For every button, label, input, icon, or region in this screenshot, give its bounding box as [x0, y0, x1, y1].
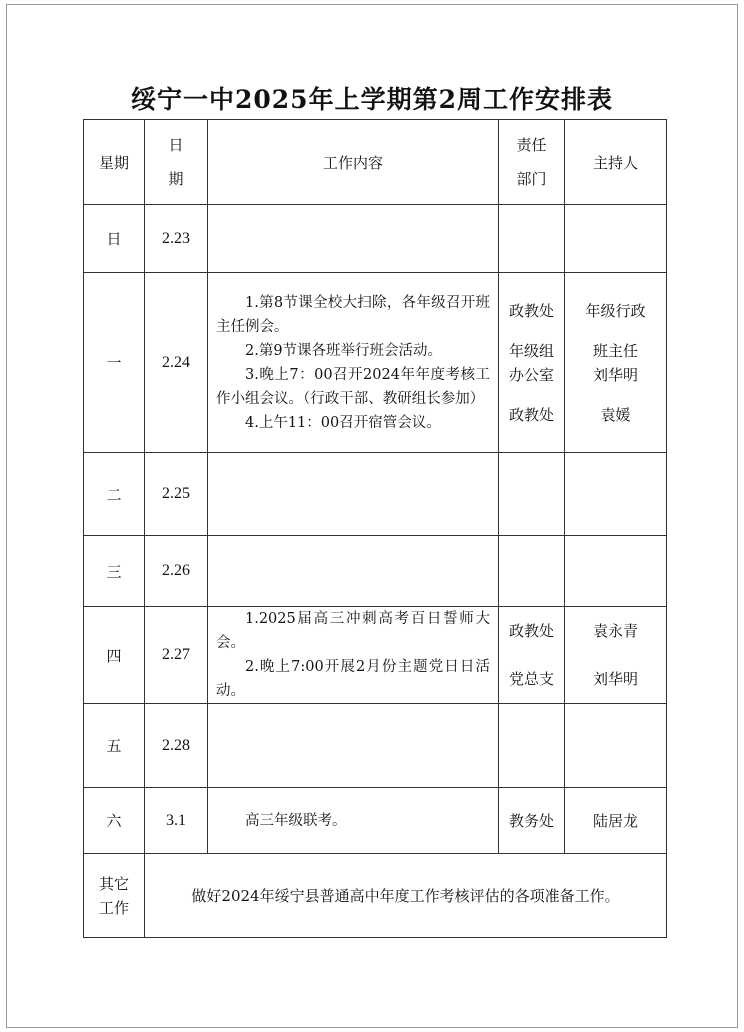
host-cell — [565, 536, 667, 607]
content-item: 1.第8节课全校大扫除，各年级召开班主任例会。 — [216, 294, 490, 335]
content-cell — [208, 453, 499, 536]
date-cell: 2.26 — [145, 536, 208, 607]
content-item: 1.2025届高三冲刺高考百日誓师大会。 — [216, 611, 490, 651]
header-dept-line2: 部门 — [516, 170, 547, 188]
host-cell — [565, 453, 667, 536]
other-work-content: 做好2024年绥宁县普通高中年度工作考核评估的各项准备工作。 — [145, 854, 667, 938]
date-cell: 2.27 — [145, 607, 208, 704]
header-dept-line1: 责任 — [516, 136, 547, 154]
table-row — [84, 607, 667, 704]
table-row — [84, 205, 667, 273]
host-item: 袁媛 — [600, 405, 631, 424]
dept-cell — [499, 453, 565, 536]
content-cell — [208, 205, 499, 273]
dept-item: 党总支 — [508, 670, 554, 688]
host-item: 年级行政 — [585, 301, 646, 320]
host-item: 袁永青 — [592, 622, 638, 640]
dept-item: 政教处 — [508, 301, 554, 320]
host-cell — [565, 205, 667, 273]
dept-item: 办公室 — [508, 365, 554, 384]
other-work-row — [84, 854, 667, 938]
content-item: 4.上午11：00召开宿管会议。 — [245, 414, 441, 431]
dept-cell — [499, 536, 565, 607]
other-work-label — [84, 854, 145, 938]
date-cell: 2.23 — [145, 205, 208, 273]
table-row — [84, 788, 667, 854]
date-cell: 3.1 — [145, 788, 208, 854]
dept-cell — [499, 704, 565, 788]
weekday-cell: 二 — [84, 453, 145, 536]
host-item: 刘华明 — [592, 365, 638, 384]
content-item: 2.第9节课各班举行班会活动。 — [245, 342, 443, 359]
host-cell — [565, 273, 667, 453]
other-work-label-line2: 工作 — [98, 898, 129, 917]
dept-cell — [499, 273, 565, 453]
host-item: 班主任 — [592, 341, 638, 360]
content-cell — [208, 536, 499, 607]
table-row — [84, 453, 667, 536]
host-cell: 陆居龙 — [565, 788, 667, 854]
table-row — [84, 704, 667, 788]
header-content: 工作内容 — [208, 120, 499, 205]
content-cell — [208, 273, 499, 453]
weekday-cell: 一 — [84, 273, 145, 453]
weekday-cell: 三 — [84, 536, 145, 607]
content-cell — [208, 788, 499, 854]
header-date-line1: 日 — [168, 136, 184, 154]
other-work-label-line1: 其它 — [98, 874, 129, 893]
content-item: 2.晚上7:00开展2月份主题党日日活动。 — [216, 659, 490, 699]
page-title: 绥宁一中2025年上学期第2周工作安排表 — [131, 85, 613, 114]
content-cell — [208, 704, 499, 788]
header-row — [84, 120, 667, 205]
dept-item: 政教处 — [508, 622, 554, 640]
date-cell: 2.25 — [145, 453, 208, 536]
host-cell — [565, 704, 667, 788]
content-cell — [208, 607, 499, 704]
weekday-cell: 六 — [84, 788, 145, 854]
table-row — [84, 273, 667, 453]
host-item: 刘华明 — [592, 670, 638, 688]
header-weekday: 星期 — [84, 120, 145, 205]
header-host: 主持人 — [565, 120, 667, 205]
dept-item: 年级组 — [508, 341, 554, 360]
header-dept — [499, 120, 565, 205]
weekday-cell: 五 — [84, 704, 145, 788]
weekday-cell: 四 — [84, 607, 145, 704]
dept-cell — [499, 607, 565, 704]
date-cell: 2.28 — [145, 704, 208, 788]
dept-cell — [499, 205, 565, 273]
host-cell — [565, 607, 667, 704]
header-date-line2: 期 — [168, 170, 184, 188]
weekday-cell: 日 — [84, 205, 145, 273]
content-item: 高三年级联考。 — [245, 812, 347, 829]
table-row — [84, 536, 667, 607]
dept-cell: 教务处 — [499, 788, 565, 854]
content-item: 3.晚上7：00召开2024年年度考核工作小组会议。（行政干部、教研组长参加） — [216, 366, 490, 407]
date-cell: 2.24 — [145, 273, 208, 453]
schedule-table — [83, 119, 667, 938]
header-date — [145, 120, 208, 205]
dept-item: 政教处 — [508, 405, 554, 424]
